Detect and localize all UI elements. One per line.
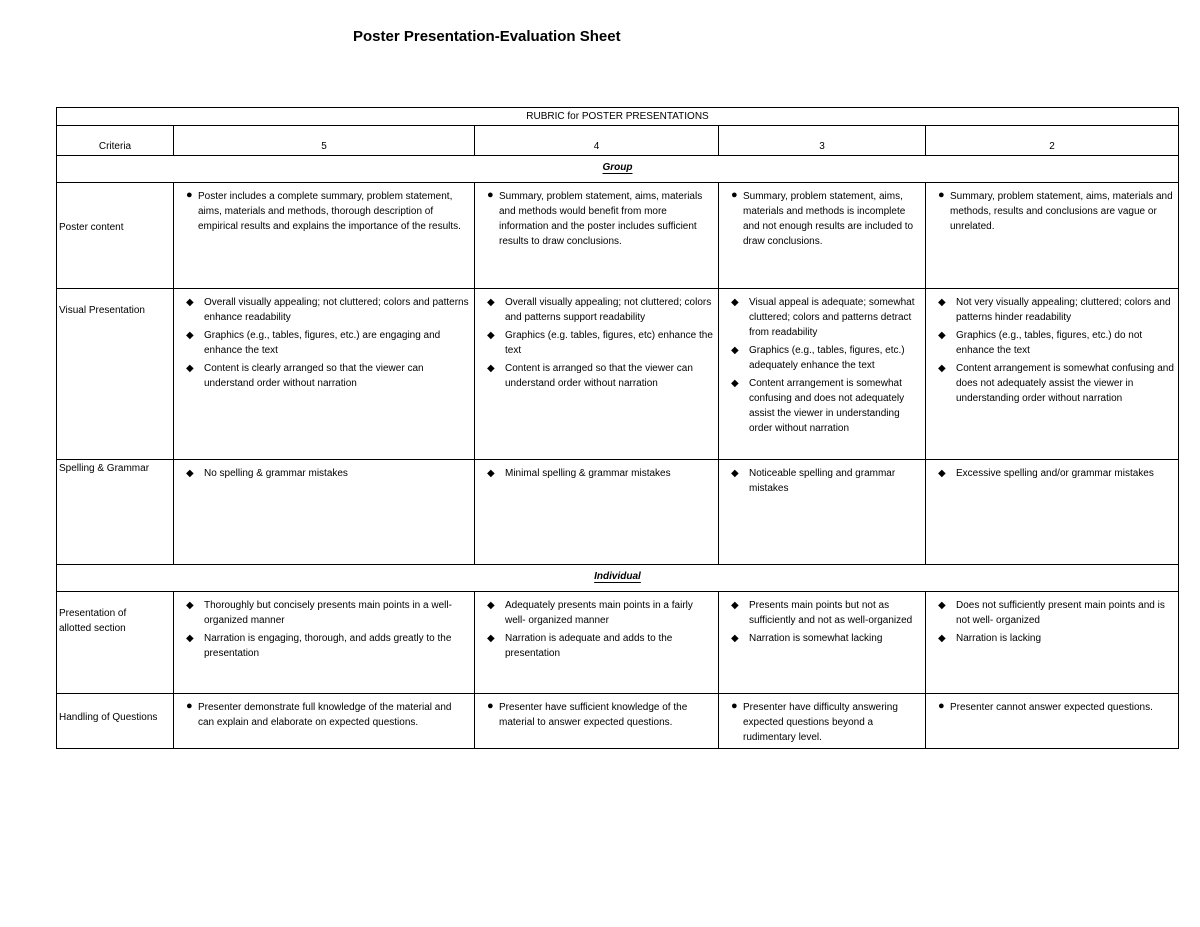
list-item-text: Overall visually appealing; not cluttered; colors and patterns enhance readability [204, 297, 469, 323]
list-item [938, 295, 1174, 325]
cell [475, 460, 719, 565]
list-item [186, 631, 470, 661]
header-row [57, 126, 1179, 156]
list-item [938, 598, 1174, 628]
list-item [487, 189, 714, 249]
cell [926, 592, 1179, 694]
criteria-list [719, 460, 925, 496]
row-presentation-section [57, 592, 1179, 694]
criteria-list [174, 592, 474, 661]
bullet-diamond-icon: ◆ [731, 600, 739, 611]
bullet-diamond-icon: ◆ [186, 363, 194, 374]
bullet-diamond-icon: ◆ [731, 378, 739, 389]
header-score-3: 3 [719, 126, 926, 156]
list-item-text: Content is clearly arranged so that the viewer can understand order without narration [204, 363, 424, 389]
list-item-text: Does not sufficiently present main points and is not well- organized [956, 600, 1165, 626]
list-item [487, 466, 714, 481]
list-item-text: No spelling & grammar mistakes [204, 468, 348, 479]
bullet-diamond-icon: ◆ [487, 468, 495, 479]
criteria-list [926, 289, 1178, 406]
bullet-dot-icon: ● [938, 189, 945, 201]
criteria-label: Poster content [57, 183, 174, 289]
list-item-text: Presenter cannot answer expected questions. [950, 702, 1153, 713]
bullet-diamond-icon: ◆ [731, 468, 739, 479]
bullet-dot-icon: ● [186, 700, 193, 712]
list-item-text: Narration is lacking [956, 633, 1042, 644]
section-individual [57, 565, 1179, 592]
list-item [186, 598, 470, 628]
list-item [731, 598, 921, 628]
list-item [731, 631, 921, 646]
cell [719, 592, 926, 694]
list-item-text: Narration is adequate and adds to the presentation [505, 633, 673, 659]
criteria-list [174, 694, 474, 730]
criteria-list [926, 694, 1178, 715]
bullet-diamond-icon: ◆ [938, 363, 946, 374]
list-item [938, 631, 1174, 646]
bullet-diamond-icon: ◆ [186, 633, 194, 644]
list-item-text: Graphics (e.g., tables, figures, etc.) do not enhance the text [956, 330, 1143, 356]
list-item-text: Thoroughly but concisely presents main points in a well-organized manner [204, 600, 452, 626]
list-item [186, 328, 470, 358]
bullet-diamond-icon: ◆ [938, 468, 946, 479]
criteria-list [475, 592, 718, 661]
list-item-text: Graphics (e.g. tables, figures, etc) enhance the text [505, 330, 713, 356]
cell [926, 289, 1179, 460]
list-item-text: Content arrangement is somewhat confusing and does not adequately assist the viewer in understanding order without narration [956, 363, 1174, 404]
cell [475, 289, 719, 460]
bullet-diamond-icon: ◆ [186, 330, 194, 341]
list-item-text: Presenter demonstrate full knowledge of the material and can explain and elaborate on expected questions. [198, 702, 452, 728]
cell [719, 183, 926, 289]
criteria-label: Handling of Questions [57, 694, 174, 749]
row-poster-content [57, 183, 1179, 289]
list-item [487, 631, 714, 661]
list-item-text: Presenter have sufficient knowledge of the material to answer expected questions. [499, 702, 688, 728]
criteria-list [174, 183, 474, 234]
page-title: Poster Presentation-Evaluation Sheet [353, 28, 621, 45]
criteria-list [719, 592, 925, 646]
bullet-dot-icon: ● [487, 189, 494, 201]
list-item-text: Excessive spelling and/or grammar mistakes [956, 468, 1154, 479]
list-item [186, 466, 470, 481]
bullet-dot-icon: ● [731, 700, 738, 712]
section-group [57, 156, 1179, 183]
row-spelling-grammar [57, 460, 1179, 565]
cell [475, 592, 719, 694]
list-item-text: Narration is engaging, thorough, and adds greatly to the presentation [204, 633, 452, 659]
list-item-text: Content is arranged so that the viewer can understand order without narration [505, 363, 693, 389]
rubric-banner: RUBRIC for POSTER PRESENTATIONS [57, 108, 1179, 126]
cell [926, 460, 1179, 565]
list-item [487, 361, 714, 391]
header-criteria: Criteria [57, 126, 174, 156]
criteria-list [174, 460, 474, 481]
bullet-diamond-icon: ◆ [731, 297, 739, 308]
criteria-label: Visual Presentation [57, 289, 174, 460]
criteria-list [719, 183, 925, 249]
list-item [731, 295, 921, 340]
list-item [487, 700, 714, 730]
cell [174, 694, 475, 749]
list-item-text: Not very visually appealing; cluttered; colors and patterns hinder readability [956, 297, 1171, 323]
header-score-4: 4 [475, 126, 719, 156]
cell [475, 183, 719, 289]
list-item [938, 466, 1174, 481]
cell [719, 694, 926, 749]
list-item [186, 700, 470, 730]
list-item-text: Noticeable spelling and grammar mistakes [749, 468, 896, 494]
list-item [938, 189, 1174, 234]
list-item-text: Overall visually appealing; not cluttered; colors and patterns support readability [505, 297, 712, 323]
list-item [731, 466, 921, 496]
bullet-diamond-icon: ◆ [186, 600, 194, 611]
list-item-text: Minimal spelling & grammar mistakes [505, 468, 671, 479]
bullet-dot-icon: ● [731, 189, 738, 201]
bullet-diamond-icon: ◆ [487, 633, 495, 644]
criteria-list [926, 592, 1178, 646]
criteria-list [475, 694, 718, 730]
list-item-text: Summary, problem statement, aims, materials and methods would benefit from more information and the poster includes sufficient results to draw conclusions. [499, 191, 703, 247]
list-item [938, 361, 1174, 406]
list-item [938, 700, 1174, 715]
bullet-diamond-icon: ◆ [487, 330, 495, 341]
bullet-diamond-icon: ◆ [938, 297, 946, 308]
bullet-diamond-icon: ◆ [938, 330, 946, 341]
list-item [186, 189, 470, 234]
cell [174, 183, 475, 289]
section-individual-label: Individual [594, 570, 641, 582]
bullet-diamond-icon: ◆ [731, 345, 739, 356]
list-item [487, 328, 714, 358]
list-item-text: Content arrangement is somewhat confusing and does not adequately assist the viewer in understanding order without narration [749, 378, 905, 434]
bullet-diamond-icon: ◆ [938, 633, 946, 644]
bullet-diamond-icon: ◆ [938, 600, 946, 611]
list-item-text: Adequately presents main points in a fairly well- organized manner [505, 600, 693, 626]
rubric-table [56, 107, 1179, 749]
bullet-diamond-icon: ◆ [186, 297, 194, 308]
list-item [186, 295, 470, 325]
cell [719, 289, 926, 460]
list-item [938, 328, 1174, 358]
list-item [731, 189, 921, 249]
header-score-2: 2 [926, 126, 1179, 156]
bullet-diamond-icon: ◆ [731, 633, 739, 644]
bullet-diamond-icon: ◆ [487, 600, 495, 611]
bullet-dot-icon: ● [487, 700, 494, 712]
criteria-list [926, 183, 1178, 234]
list-item-text: Summary, problem statement, aims, materials and methods is incomplete and not enough results are included to draw conclusions. [743, 191, 914, 247]
list-item-text: Graphics (e.g., tables, figures, etc.) are engaging and enhance the text [204, 330, 441, 356]
list-item [731, 343, 921, 373]
criteria-list [926, 460, 1178, 481]
bullet-dot-icon: ● [938, 700, 945, 712]
criteria-label: Presentation of allotted section [57, 592, 174, 694]
cell [174, 460, 475, 565]
list-item [487, 295, 714, 325]
criteria-list [719, 289, 925, 436]
list-item [186, 361, 470, 391]
criteria-list [475, 289, 718, 391]
cell [174, 592, 475, 694]
list-item-text: Poster includes a complete summary, problem statement, aims, materials and methods, thorough description of empirical results and explains the importance of the results. [198, 191, 461, 232]
criteria-label: Spelling & Grammar [57, 460, 174, 565]
header-score-5: 5 [174, 126, 475, 156]
list-item-text: Graphics (e.g., tables, figures, etc.) adequately enhance the text [749, 345, 905, 371]
cell [926, 183, 1179, 289]
list-item-text: Summary, problem statement, aims, materials and methods, results and conclusions are vague or unrelated. [950, 191, 1173, 232]
section-group-label: Group [602, 161, 633, 173]
list-item-text: Visual appeal is adequate; somewhat cluttered; colors and patterns detract from readability [749, 297, 915, 338]
cell [174, 289, 475, 460]
list-item-text: Presents main points but not as sufficiently and not as well-organized [749, 600, 913, 626]
list-item [487, 598, 714, 628]
cell [926, 694, 1179, 749]
bullet-dot-icon: ● [186, 189, 193, 201]
criteria-list [174, 289, 474, 391]
cell [475, 694, 719, 749]
list-item-text: Presenter have difficulty answering expected questions beyond a rudimentary level. [743, 702, 898, 743]
bullet-diamond-icon: ◆ [487, 297, 495, 308]
criteria-list [719, 694, 925, 745]
cell [719, 460, 926, 565]
list-item [731, 376, 921, 436]
criteria-list [475, 183, 718, 249]
list-item [731, 700, 921, 745]
row-visual-presentation [57, 289, 1179, 460]
bullet-diamond-icon: ◆ [186, 468, 194, 479]
row-handling-questions [57, 694, 1179, 749]
bullet-diamond-icon: ◆ [487, 363, 495, 374]
criteria-list [475, 460, 718, 481]
list-item-text: Narration is somewhat lacking [749, 633, 883, 644]
